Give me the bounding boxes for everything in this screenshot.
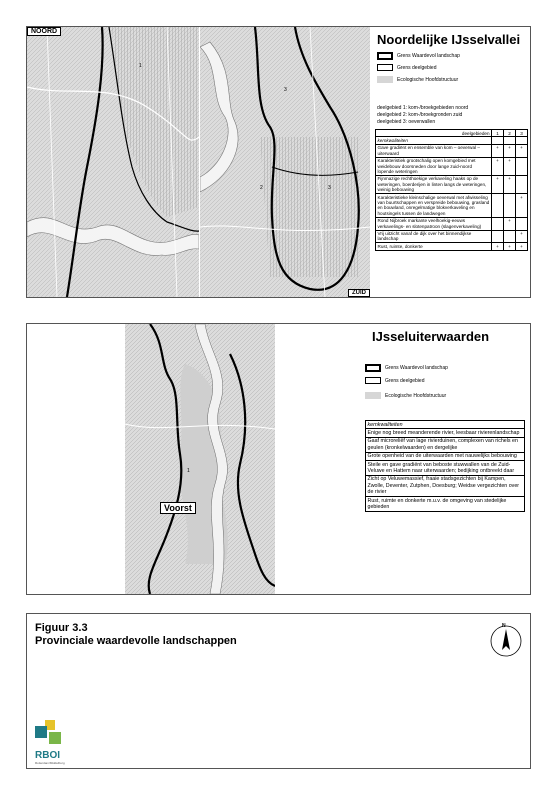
deelgebied-3: deelgebied 3: oeverwallen [377,119,436,125]
table-row: Zicht op Veluwemassief, fraaie stadsgezichten bij Kampen, Zwolle, Deventer, Zutphen, Doesburg; Weidse vergezichten over de rivier [366,475,525,496]
table-row: Fijnmazige rechthoekige verkaveling haaks op de weteringen, boerderijen in linten langs de weteringen, weinig bebouwing + + [376,175,528,193]
deelgebied-1: deelgebied 1: kom-/broekgebieden noord [377,105,469,111]
table-header-col: 3 [516,130,528,137]
table-subheader: kernkwaliteiten [366,421,525,429]
map-number: 1 [139,63,142,69]
map-noord-drawing [27,27,199,297]
table-row: Vrij uitzicht vanaf de dijk over het binnendijkse landschap + [376,230,528,243]
deelgebied-2: deelgebied 2: kom-/broekgronden zuid [377,112,463,118]
map-noord [27,27,199,297]
map-zuid [200,27,370,297]
legend-swatch-gray [377,76,393,83]
legend-label: Grens deelgebied [397,64,437,71]
map-ijsseluiterwaarden [125,324,275,594]
table-row: Enige nog breed meanderende rivier, leesbaar rivierenlandschap [366,429,525,437]
table-row: Grote openheid van de uiterwaarden met nauwelijks bebouwing [366,452,525,460]
legend-ehs [365,392,446,399]
legend-label: Ecologische Hoofdstructuur [397,76,459,83]
deelgebied-list [377,105,468,126]
map-number: 3 [328,185,331,191]
legend-ehs [377,76,458,83]
table-row: Rust, ruimte, donkerte + + + [376,243,528,250]
figure-title: Provinciale waardevolle landschappen [35,635,237,647]
legend-swatch-gray [365,392,381,399]
label-voorst: Voorst [160,502,196,514]
north-letter: N [502,623,506,629]
legend-thin-boundary [377,64,436,71]
table-header-col: 1 [492,130,504,137]
logo-mark-icon [35,720,67,746]
table-row: Gaaf microreliëf van lage rivierduinen, complexen van richels en geulen (kronkelwaarden) en dergelijke [366,437,525,452]
map-number: 1 [187,468,190,474]
figure-number: Figuur 3.3 [35,622,88,634]
table-row: Rond Nijbroek markante veelhoekig-eeuws verkavelings- en slotenpatroon (slagenverkaveling) + [376,217,528,230]
map-number: 3 [284,87,287,93]
rboi-logo [35,720,75,766]
kernkwaliteiten-table-1 [375,129,528,251]
panel-ijsseluiterwaarden [26,323,531,595]
table-row: Rust, ruimte en donkerte m.u.v. de omgeving van stedelijke gebieden [366,497,525,512]
map-number: 2 [260,185,263,191]
panel2-title: IJsseluiterwaarden [372,329,490,344]
legend-thick-boundary [377,52,460,60]
logo-subtext: Rotterdam/Middelburg [35,761,65,765]
table-row: Steile en gave gradiënt van beboste stuwwallen van de Zuid-Veluwe en Hattem naar uiterwaarden; bedijking ontbreekt daar [366,461,525,476]
logo-text: RBOI [35,750,60,761]
table-header-label: deelgebieden [376,130,492,137]
north-arrow-icon [489,624,523,658]
legend-label: Grens Waardevol landschap [385,365,448,371]
map-uiterwaarden-drawing [125,324,275,594]
label-zuid: ZUID [348,289,370,297]
table-row: Gave gradiënt en ensemble van kom – oeverwal – uiterwaard + + + [376,144,528,157]
figure-caption [35,622,237,648]
table-subheader: kernkwaliteiten [376,137,492,144]
legend-thin-boundary [365,377,424,384]
legend-swatch-thick [377,52,393,60]
table-header-col: 2 [504,130,516,137]
legend-label: Ecologische Hoofdstructuur [385,392,447,399]
map-zuid-drawing [200,27,370,297]
table-row: Karakteristieke kleinschalige oeverwal met afwisseling van buurtschappen en verspreide bebouwing, grasland en bouwland, onregelmatige blokverkaveling en houtsingels tussen de landwegen + [376,194,528,218]
legend-swatch-thin [365,377,381,384]
legend-label: Grens deelgebied [385,377,425,384]
kernkwaliteiten-table-2 [365,420,525,512]
legend-swatch-thin [377,64,393,71]
legend-thick-boundary [365,364,448,372]
label-noord: NOORD [27,27,61,36]
panel-footer [26,613,531,769]
table-row: Karakteristiek grootschalig open komgebied met weidebouw doorsneden door lange zuid-noord lopende weteringen + + [376,157,528,175]
panel-noordelijke-ijsselvallei [26,26,531,298]
legend-label: Grens Waardevol landschap [397,53,460,59]
legend-swatch-thick [365,364,381,372]
panel1-title: Noordelijke IJsselvallei [377,32,521,47]
